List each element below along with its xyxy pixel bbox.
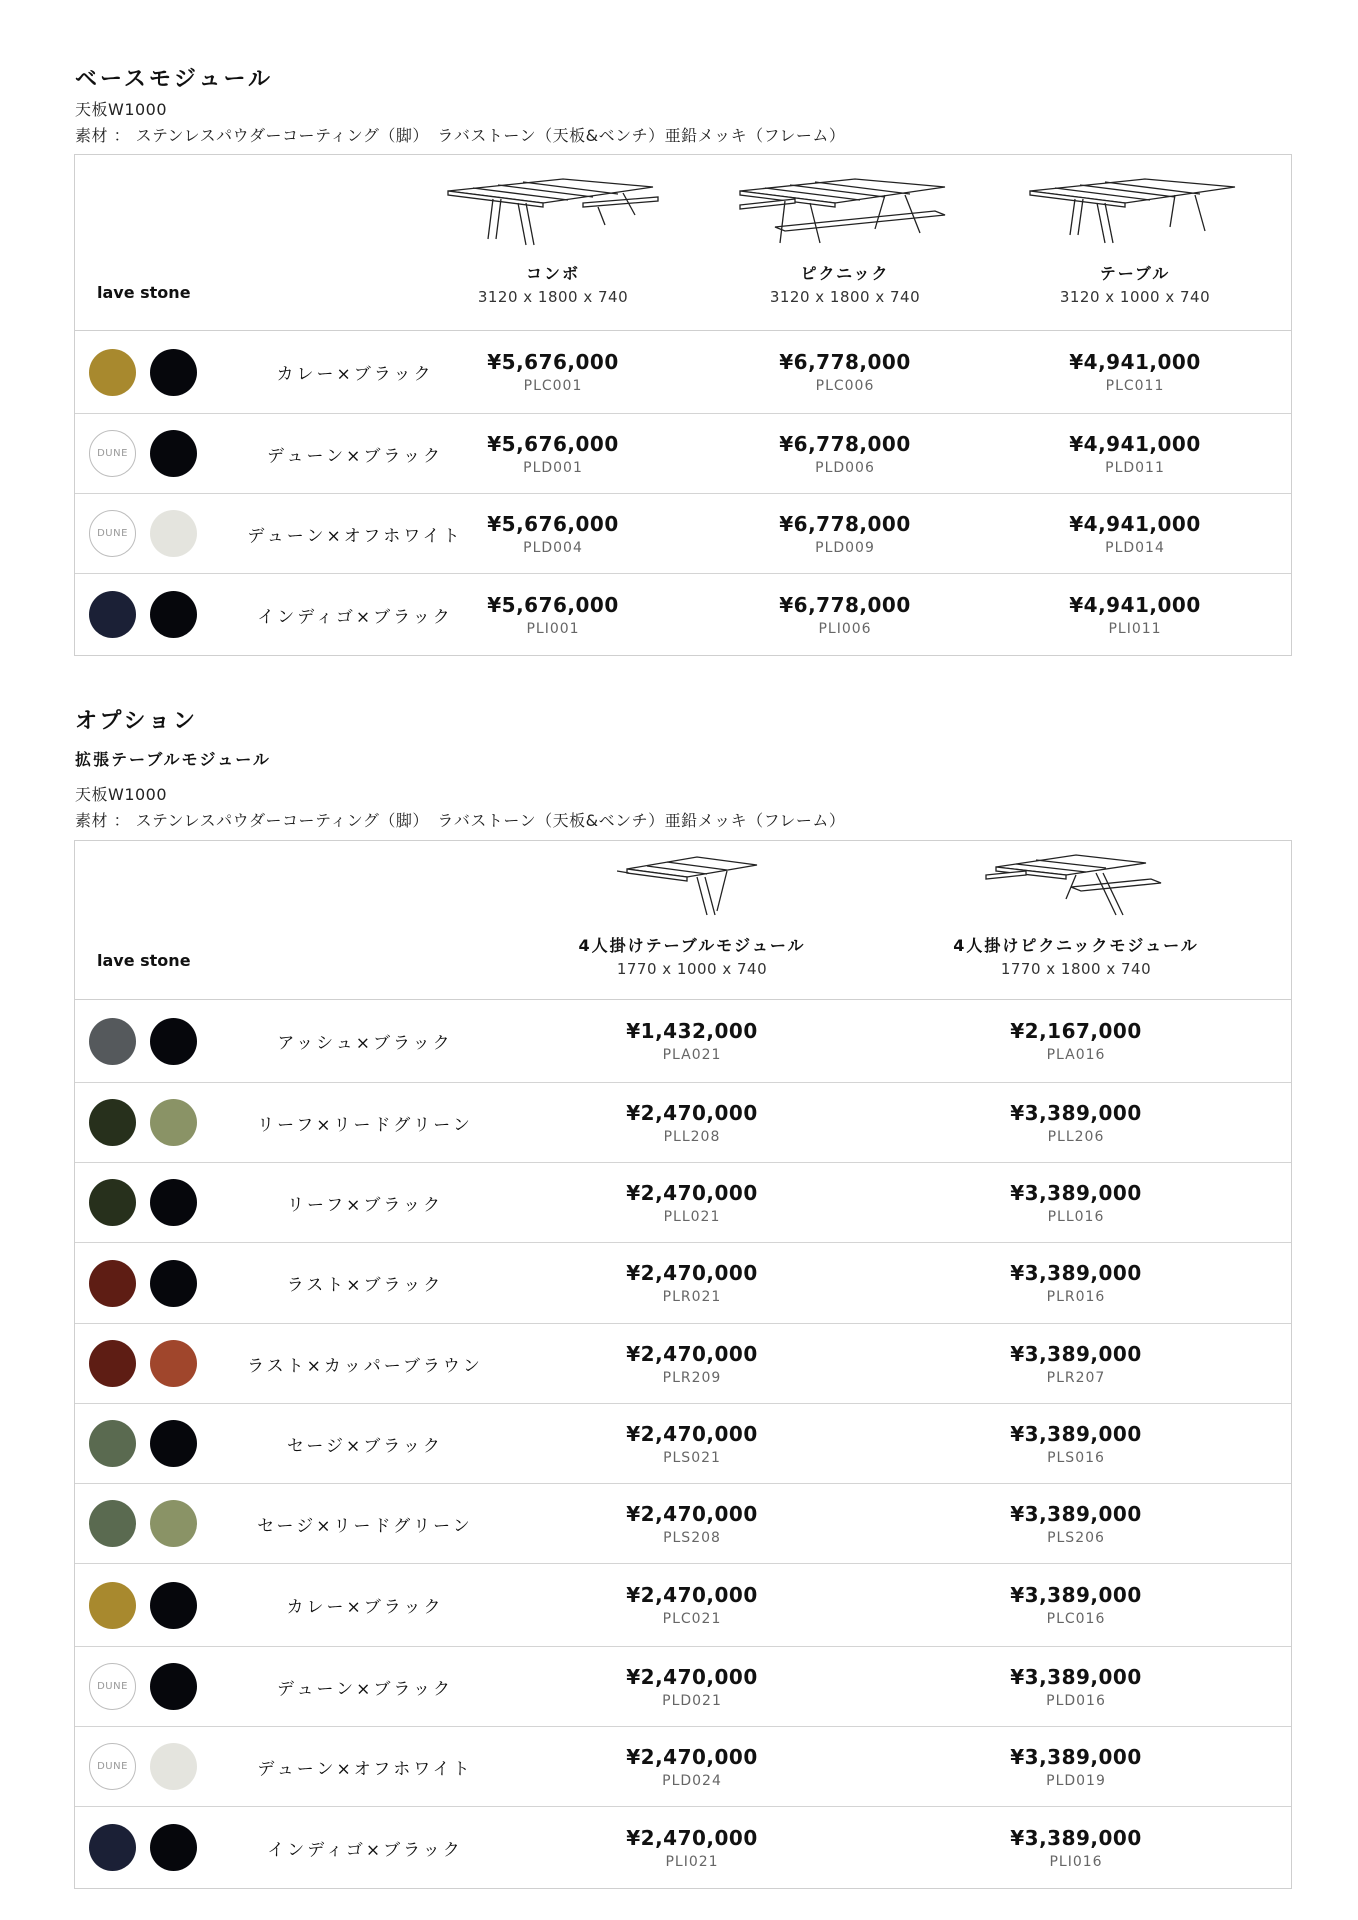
option-table-header [75,841,1291,1000]
price: ¥2,470,000 [626,1825,758,1850]
product-code: PLR209 [662,1369,722,1386]
product-code: PLL206 [1047,1128,1105,1145]
product-code: PLI016 [1049,1853,1103,1870]
price-cell [735,512,955,556]
stone-color-swatch [89,1099,136,1146]
price-cell [966,1583,1186,1627]
price-cell [966,1181,1186,1225]
price-cell [582,1422,802,1466]
column-name: 4人掛けテーブルモジュール [578,936,806,955]
price: ¥2,470,000 [626,1421,758,1446]
product-code: PLD024 [662,1772,722,1789]
stone-color-swatch [89,1179,136,1226]
product-code: PLC011 [1105,378,1165,394]
column-dimensions: 1770 x 1000 x 740 [616,960,768,978]
price-cell [1025,350,1245,394]
frame-color-swatch [150,1340,197,1387]
column-name: 4人掛けピクニックモジュール [953,936,1199,955]
column-name: コンボ [525,264,580,283]
product-code: PLL021 [663,1208,721,1225]
color-combination-name: インディゴ×ブラック [257,607,453,627]
price: ¥3,389,000 [1010,1261,1142,1285]
price: ¥4,941,000 [1069,350,1201,374]
color-combination-name: ラスト×カッパーブラウン [247,1356,483,1376]
table-row [75,1404,1291,1484]
price-cell [582,1583,802,1627]
product-code: PLD011 [1105,459,1165,476]
column-header-2 [936,849,1216,978]
color-combination-name: カレー×ブラック [286,1597,444,1618]
color-combination-name: セージ×リードグリーン [257,1516,473,1536]
product-code: PLD001 [523,459,583,476]
product-code: PLS206 [1047,1529,1105,1546]
base-top-size: 天板W1000 [75,100,168,119]
price-cell [966,1502,1186,1546]
price: ¥2,470,000 [626,1744,758,1769]
color-combination-name: デューン×ブラック [266,446,444,466]
combo-table-icon [413,169,693,249]
color-combination-name: カレー×ブラック [276,364,434,385]
price: ¥6,778,000 [779,350,911,374]
product-code: PLD009 [815,539,875,556]
color-combination-name: インディゴ×ブラック [267,1840,463,1860]
picnic-table-icon [705,169,985,249]
price-cell [582,1826,802,1870]
base-price-table [74,154,1292,656]
price-cell [966,1422,1186,1466]
price-cell [735,593,955,637]
price: ¥6,778,000 [779,511,911,536]
stone-color-swatch [89,1340,136,1387]
price-cell [735,350,955,394]
color-combination-name: デューン×オフホワイト [257,1759,473,1779]
price: ¥2,470,000 [626,1583,758,1607]
product-code: PLD019 [1046,1772,1106,1789]
stone-color-swatch [89,1018,136,1065]
column-header-3 [995,169,1275,306]
product-code: PLI021 [665,1853,719,1870]
price: ¥5,676,000 [487,350,619,374]
color-combination-name: リーフ×ブラック [286,1195,444,1215]
stone-color-swatch: DUNE [89,1663,136,1710]
price: ¥3,389,000 [1010,1744,1142,1769]
price-cell [966,1342,1186,1386]
price: ¥6,778,000 [779,592,911,617]
table-row [75,1083,1291,1163]
price: ¥3,389,000 [1010,1583,1142,1607]
frame-color-swatch [150,430,197,477]
column-dimensions: 1770 x 1800 x 740 [1000,960,1152,978]
table-icon [995,169,1275,249]
material-label: lave stone [97,951,191,970]
material-label: lave stone [97,283,191,302]
frame-color-swatch [150,1420,197,1467]
table-row [75,574,1291,655]
stone-color-swatch: DUNE [89,1743,136,1790]
price-cell [582,1261,802,1305]
table-module-icon [552,849,832,921]
frame-color-swatch [150,1018,197,1065]
price: ¥2,470,000 [626,1180,758,1205]
price-cell [966,1826,1186,1870]
price: ¥2,167,000 [1010,1019,1142,1043]
stone-color-swatch: DUNE [89,430,136,477]
frame-color-swatch [150,1099,197,1146]
column-header-2 [705,169,985,306]
frame-color-swatch [150,591,197,638]
price: ¥3,389,000 [1010,1825,1142,1850]
price-cell [443,593,663,637]
table-row [75,1324,1291,1404]
table-row [75,331,1291,414]
price-cell [1025,512,1245,556]
color-combination-name: アッシュ×ブラック [277,1033,453,1054]
price: ¥3,389,000 [1010,1421,1142,1446]
frame-color-swatch [150,1500,197,1547]
frame-color-swatch [150,1582,197,1629]
frame-color-swatch [150,1179,197,1226]
stone-color-swatch [89,349,136,396]
frame-color-swatch [150,1260,197,1307]
price: ¥3,389,000 [1010,1100,1142,1125]
product-code: PLC016 [1046,1611,1106,1627]
table-row [75,1727,1291,1807]
color-combination-name: デューン×オフホワイト [247,526,463,546]
product-code: PLD014 [1105,539,1165,556]
price-cell [966,1261,1186,1305]
stone-color-swatch [89,1582,136,1629]
base-table-header [75,155,1291,331]
price-cell [1025,432,1245,476]
column-name: ピクニック [800,264,890,283]
price: ¥6,778,000 [779,431,911,456]
product-code: PLD021 [662,1692,722,1709]
price: ¥4,941,000 [1069,592,1201,617]
price-cell [443,512,663,556]
price: ¥4,941,000 [1069,511,1201,536]
stone-color-swatch [89,1260,136,1307]
table-row [75,1000,1291,1083]
table-row [75,1484,1291,1564]
price: ¥5,676,000 [487,431,619,456]
color-combination-name: デューン×ブラック [276,1679,454,1699]
column-header-1 [413,169,693,306]
table-row [75,1807,1291,1888]
frame-color-swatch [150,1743,197,1790]
price-cell [582,1342,802,1386]
column-name: テーブル [1099,264,1171,283]
table-row [75,414,1291,494]
frame-color-swatch [150,1824,197,1871]
price-cell [582,1502,802,1546]
product-code: PLR021 [662,1289,722,1305]
frame-color-swatch [150,349,197,396]
price: ¥3,389,000 [1010,1341,1142,1366]
price: ¥2,470,000 [626,1100,758,1125]
price: ¥1,432,000 [626,1019,758,1043]
frame-color-swatch [150,510,197,557]
stone-color-swatch [89,591,136,638]
product-code: PLL208 [663,1128,721,1145]
product-code: PLI011 [1108,620,1162,637]
price-cell [966,1101,1186,1145]
column-dimensions: 3120 x 1800 x 740 [769,288,921,306]
price-cell [966,1019,1186,1063]
color-combination-name: セージ×ブラック [287,1436,443,1456]
price-cell [582,1665,802,1709]
color-combination-name: ラスト×ブラック [286,1275,444,1296]
stone-color-swatch: DUNE [89,510,136,557]
product-code: PLD016 [1046,1692,1106,1709]
product-code: PLD004 [523,539,583,556]
product-code: PLS016 [1047,1449,1105,1466]
stone-color-swatch [89,1824,136,1871]
price-cell [582,1181,802,1225]
price: ¥2,470,000 [626,1261,758,1285]
price-cell [582,1019,802,1063]
product-code: PLR016 [1046,1289,1106,1305]
option-price-table [74,840,1292,1889]
price-cell [443,350,663,394]
table-row [75,1243,1291,1324]
price: ¥4,941,000 [1069,431,1201,456]
price-cell [735,432,955,476]
product-code: PLD006 [815,459,875,476]
product-code: PLR207 [1046,1369,1106,1386]
price: ¥5,676,000 [487,592,619,617]
price-cell [443,432,663,476]
product-code: PLA016 [1046,1047,1106,1063]
column-dimensions: 3120 x 1000 x 740 [1059,288,1211,306]
product-code: PLC006 [815,378,875,394]
price-cell [1025,593,1245,637]
product-code: PLA021 [662,1047,722,1063]
stone-color-swatch [89,1500,136,1547]
price-cell [966,1665,1186,1709]
option-top-size: 天板W1000 [75,785,168,804]
price-cell [582,1101,802,1145]
price: ¥2,470,000 [626,1341,758,1366]
option-subtitle: 拡張テーブルモジュール [75,750,271,769]
price: ¥2,470,000 [626,1501,758,1526]
color-combination-name: リーフ×リードグリーン [257,1115,473,1135]
price-cell [582,1745,802,1789]
price-cell [966,1745,1186,1789]
table-row [75,494,1291,574]
price: ¥5,676,000 [487,511,619,536]
price: ¥2,470,000 [626,1664,758,1689]
product-code: PLI001 [526,620,580,637]
option-section-title: オプション [75,709,199,734]
base-material: 素材 ： ステンレスパウダーコーティング（脚） ラバストーン（天板&ベンチ）亜鉛メッキ（フレーム） [75,126,846,145]
product-code: PLC021 [662,1611,722,1627]
picnic-module-icon [936,849,1216,921]
table-row [75,1163,1291,1243]
frame-color-swatch [150,1663,197,1710]
product-code: PLS208 [663,1529,721,1546]
product-code: PLI006 [818,620,872,637]
base-section-title: ベースモジュール [75,67,274,92]
product-code: PLL016 [1047,1208,1105,1225]
option-material: 素材 ： ステンレスパウダーコーティング（脚） ラバストーン（天板&ベンチ）亜鉛メッキ（フレーム） [75,811,846,830]
price: ¥3,389,000 [1010,1501,1142,1526]
table-row [75,1564,1291,1647]
product-code: PLC001 [523,378,583,394]
price: ¥3,389,000 [1010,1180,1142,1205]
table-row [75,1647,1291,1727]
product-code: PLS021 [663,1449,721,1466]
stone-color-swatch [89,1420,136,1467]
column-header-1 [552,849,832,978]
column-dimensions: 3120 x 1800 x 740 [477,288,629,306]
price: ¥3,389,000 [1010,1664,1142,1689]
